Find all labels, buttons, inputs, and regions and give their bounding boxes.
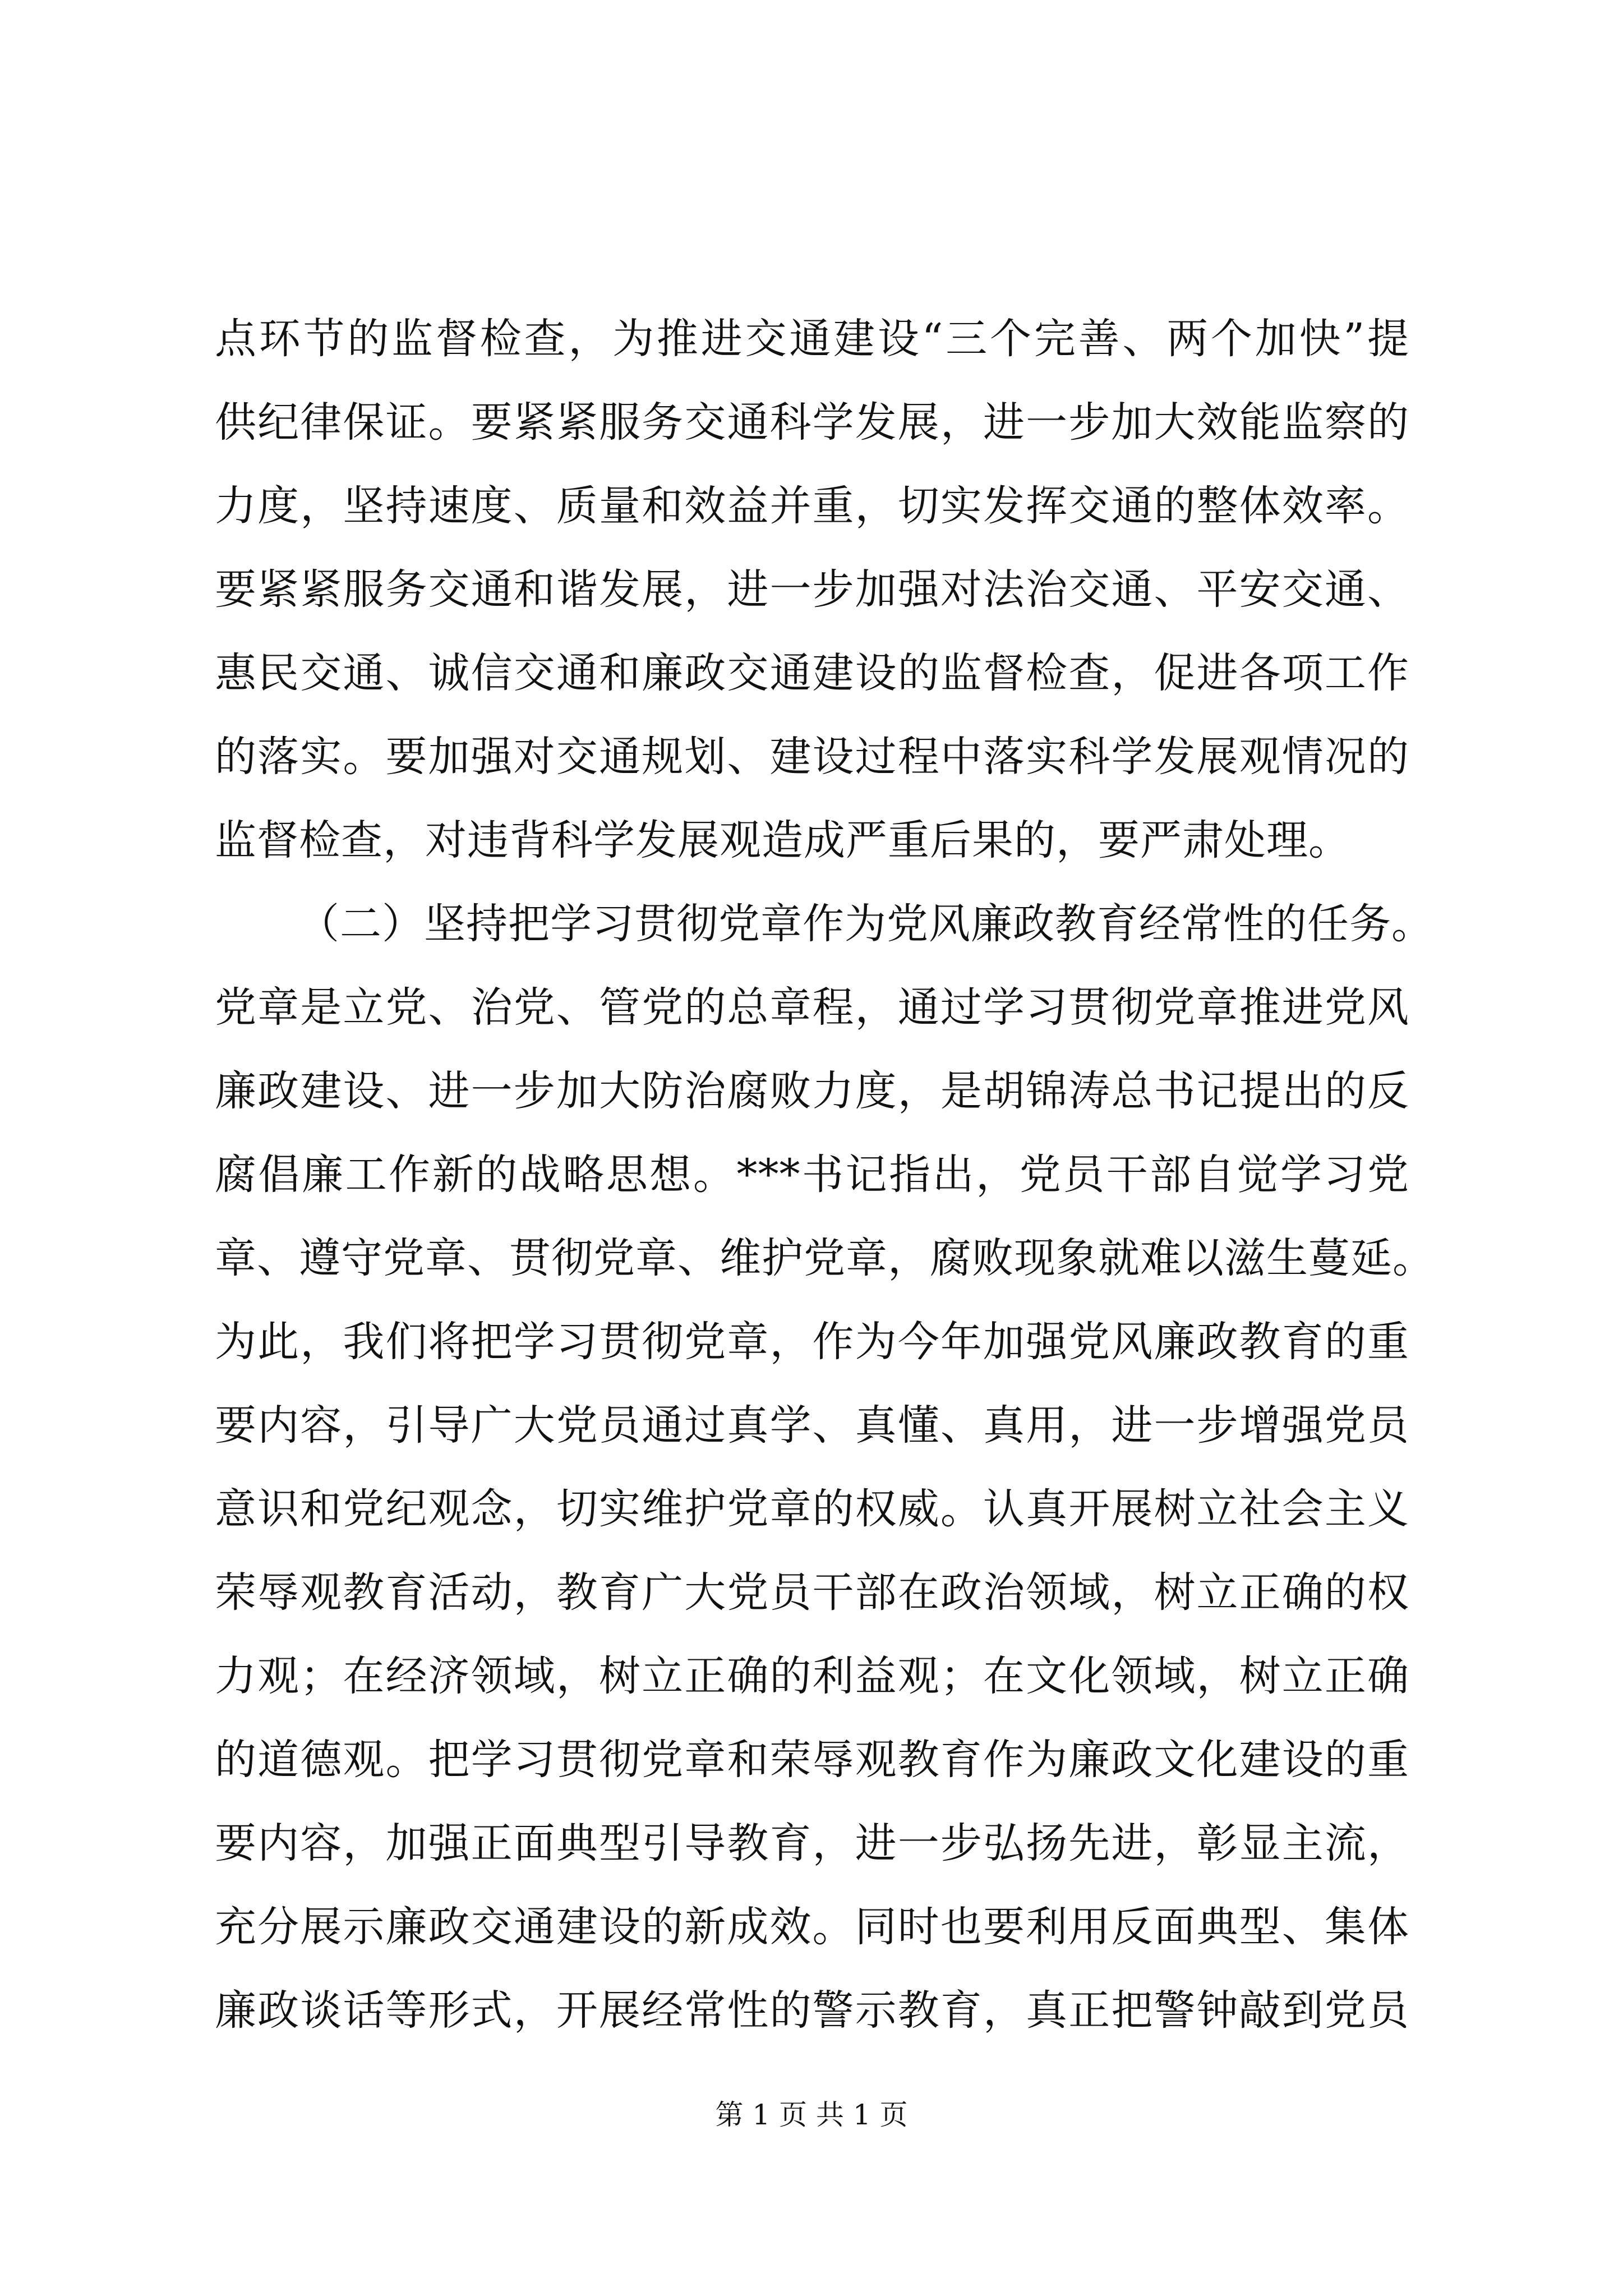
paragraph-2-line-3: 廉政建设、进一步加大防治腐败力度，是胡锦涛总书记提出的反 <box>215 1067 1409 1115</box>
paragraph-2-line-11: 的道德观。把学习贯彻党章和荣辱观教育作为廉政文化建设的重 <box>215 1736 1409 1784</box>
paragraph-2-line-2: 党章是立党、治党、管党的总章程，通过学习贯彻党章推进党风 <box>215 983 1409 1032</box>
paragraph-1-line-4: 要紧紧服务交通和谐发展，进一步加强对法治交通、平安交通、 <box>215 565 1409 614</box>
paragraph-1-line-1: 点环节的监督检查，为推进交通建设“三个完善、两个加快”提 <box>215 315 1409 363</box>
paragraph-2-line-4: 腐倡廉工作新的战略思想。***书记指出，党员干部自觉学习党 <box>215 1151 1409 1199</box>
paragraph-1-line-7: 监督检查，对违背科学发展观造成严重后果的，要严肃处理。 <box>215 816 1350 864</box>
document-body <box>215 297 1435 2053</box>
paragraph-2-line-7: 要内容，引导广大党员通过真学、真懂、真用，进一步增强党员 <box>215 1401 1409 1450</box>
paragraph-2-line-13: 充分展示廉政交通建设的新成效。同时也要利用反面典型、集体 <box>215 1903 1409 1951</box>
paragraph-2-heading-line: （二）坚持把学习贯彻党章作为党风廉政教育经常性的任务。 <box>298 900 1433 948</box>
paragraph-1-line-5: 惠民交通、诚信交通和廉政交通建设的监督检查，促进各项工作 <box>215 649 1409 697</box>
paragraph-2-line-12: 要内容，加强正面典型引导教育，进一步弘扬先进，彰显主流， <box>215 1819 1409 1867</box>
page-number-footer: 第 1 页 共 1 页 <box>715 2099 908 2131</box>
paragraph-1-line-2: 供纪律保证。要紧紧服务交通科学发展，进一步加大效能监察的 <box>215 398 1409 447</box>
paragraph-1-line-6: 的落实。要加强对交通规划、建设过程中落实科学发展观情况的 <box>215 733 1409 781</box>
paragraph-2-line-14: 廉政谈话等形式，开展经常性的警示教育，真正把警钟敲到党员 <box>215 1986 1409 2035</box>
paragraph-2-line-5: 章、遵守党章、贯彻党章、维护党章，腐败现象就难以滋生蔓延。 <box>215 1234 1435 1282</box>
paragraph-2-line-8: 意识和党纪观念，切实维护党章的权威。认真开展树立社会主义 <box>215 1485 1409 1533</box>
paragraph-2-line-10: 力观；在经济领域，树立正确的利益观；在文化领域，树立正确 <box>215 1652 1409 1700</box>
paragraph-2-line-9: 荣辱观教育活动，教育广大党员干部在政治领域，树立正确的权 <box>215 1568 1409 1617</box>
paragraph-2-line-6: 为此，我们将把学习贯彻党章，作为今年加强党风廉政教育的重 <box>215 1318 1409 1366</box>
paragraph-1-line-3: 力度，坚持速度、质量和效益并重，切实发挥交通的整体效率。 <box>215 482 1409 530</box>
